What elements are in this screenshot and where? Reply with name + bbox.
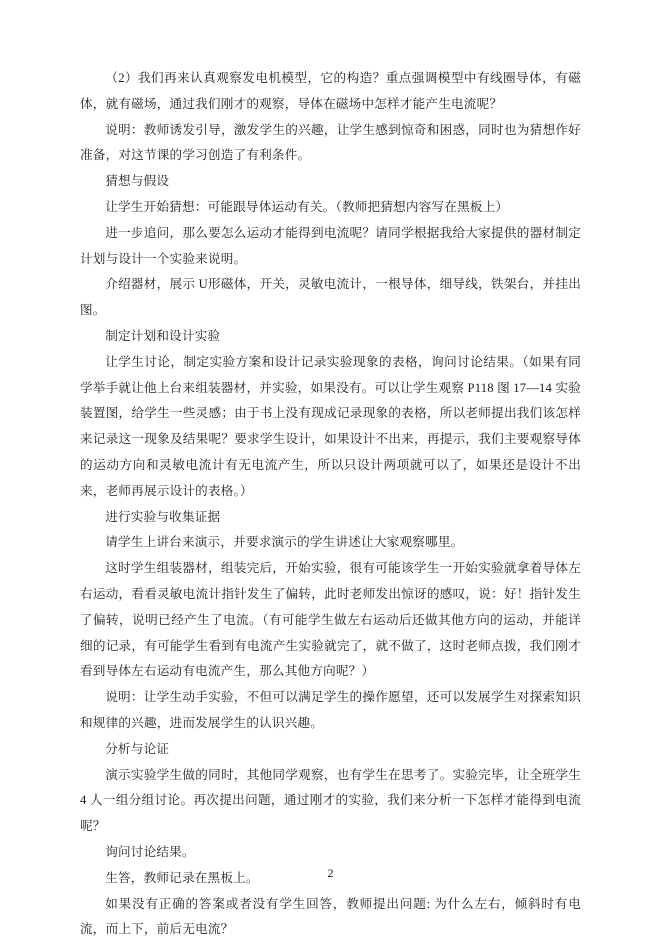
heading-plan-and-design-experiment: 制定计划和设计实验 [105, 328, 221, 343]
paragraph-introduce-equipment: 介绍器材，展示 U形磁体，开关，灵敏电流计，一根导体，细导线，铁架台，并挂出图。 [80, 277, 581, 318]
heading-conduct-experiment-collect-evidence: 进行实验与收集证据 [105, 509, 221, 524]
paragraph-experiment-process: 这时学生组装器材，组装完后，开始实验，很有可能该学生一开始实验就拿着导体左右运动，看看灵敏电流计指针发生了偏转，此时老师发出惊讶的感叹，说：好！指针发生了偏转，说明已经产生了电流。（有可能学生做左右运动后还做其他方向的运动，并能详细的记录，有可能学生看到有电流产生实验就完了，就不做了，这时老师点拨，我们刚才看到导体左右运动有电流产生，那么其他方向呢？） [80, 561, 581, 679]
paragraph-note-hands-on-benefit: 说明：让学生动手实验，不但可以满足学生的操作愿望，还可以发展学生对探索知识和规律的兴趣，进而发展学生的认识兴趣。 [80, 690, 581, 730]
paragraph-note-teacher-guidance: 说明：教师诱发引导，激发学生的兴趣，让学生感到惊奇和困惑，同时也为猜想作好准备，对这节课的学习创造了有利条件。 [80, 122, 581, 163]
paragraph-student-discussion-plan: 让学生讨论，制定实验方案和设计记录实验现象的表格，询问讨论结果。（如果有同学举手就让他上台来组装器材，并实验，如果没有。可以让学生观察 P118 图 17—14 实验装置图，给学生一些灵感；由于书上没有现成记录现象的表格，所以老师提出我们该怎样来记录这一现象及结果呢？要求学生设计，如果设计不出来，再提示，我们主要观察导体的运动方向和灵敏电流计有无电流产生，所以只设计两项就可以了，如果还是设计不出来，老师再展示设计的表格。） [80, 354, 581, 498]
page-number: 2 [327, 866, 334, 880]
paragraph-students-guess: 让学生开始猜想：可能跟导体运动有关。（教师把猜想内容写在黑板上） [105, 199, 509, 214]
paragraph-further-question: 进一步追问，那么要怎么运动才能得到电流呢？请同学根据我给大家提供的器材制定计划与设计一个实验来说明。 [80, 225, 581, 266]
paragraph-student-demonstration: 请学生上讲台来演示，并要求演示的学生讲述让大家观察哪里。 [105, 535, 464, 550]
paragraph-teacher-question-direction: 如果没有正确的答案或者没有学生回答，教师提出问题: 为什么左右，倾斜时有电流，而上下，前后无电流？ [80, 896, 581, 936]
heading-guess-and-hypothesis: 猜想与假设 [105, 174, 170, 189]
paragraph-teacher-records-blackboard: 生答，教师记录在黑板上。 [105, 870, 259, 885]
paragraph-group-discussion: 演示实验学生做的同时，其他同学观察，也有学生在思考了。实验完毕，让全班学生 4 人一组分组讨论。再次提出问题，通过刚才的实验，我们来分析一下怎样才能得到电流呢？ [80, 767, 581, 834]
document-body [80, 66, 581, 936]
paragraph-ask-discussion-result: 询问讨论结果。 [105, 844, 195, 859]
paragraph-intro-observe-generator: （2）我们再来认真观察发电机模型，它的构造？重点强调模型中有线圈导体，有磁体，就有磁场，通过我们刚才的观察，导体在磁场中怎样才能产生电流呢？ [80, 71, 581, 111]
heading-analysis-and-argument: 分析与论证 [105, 741, 170, 756]
